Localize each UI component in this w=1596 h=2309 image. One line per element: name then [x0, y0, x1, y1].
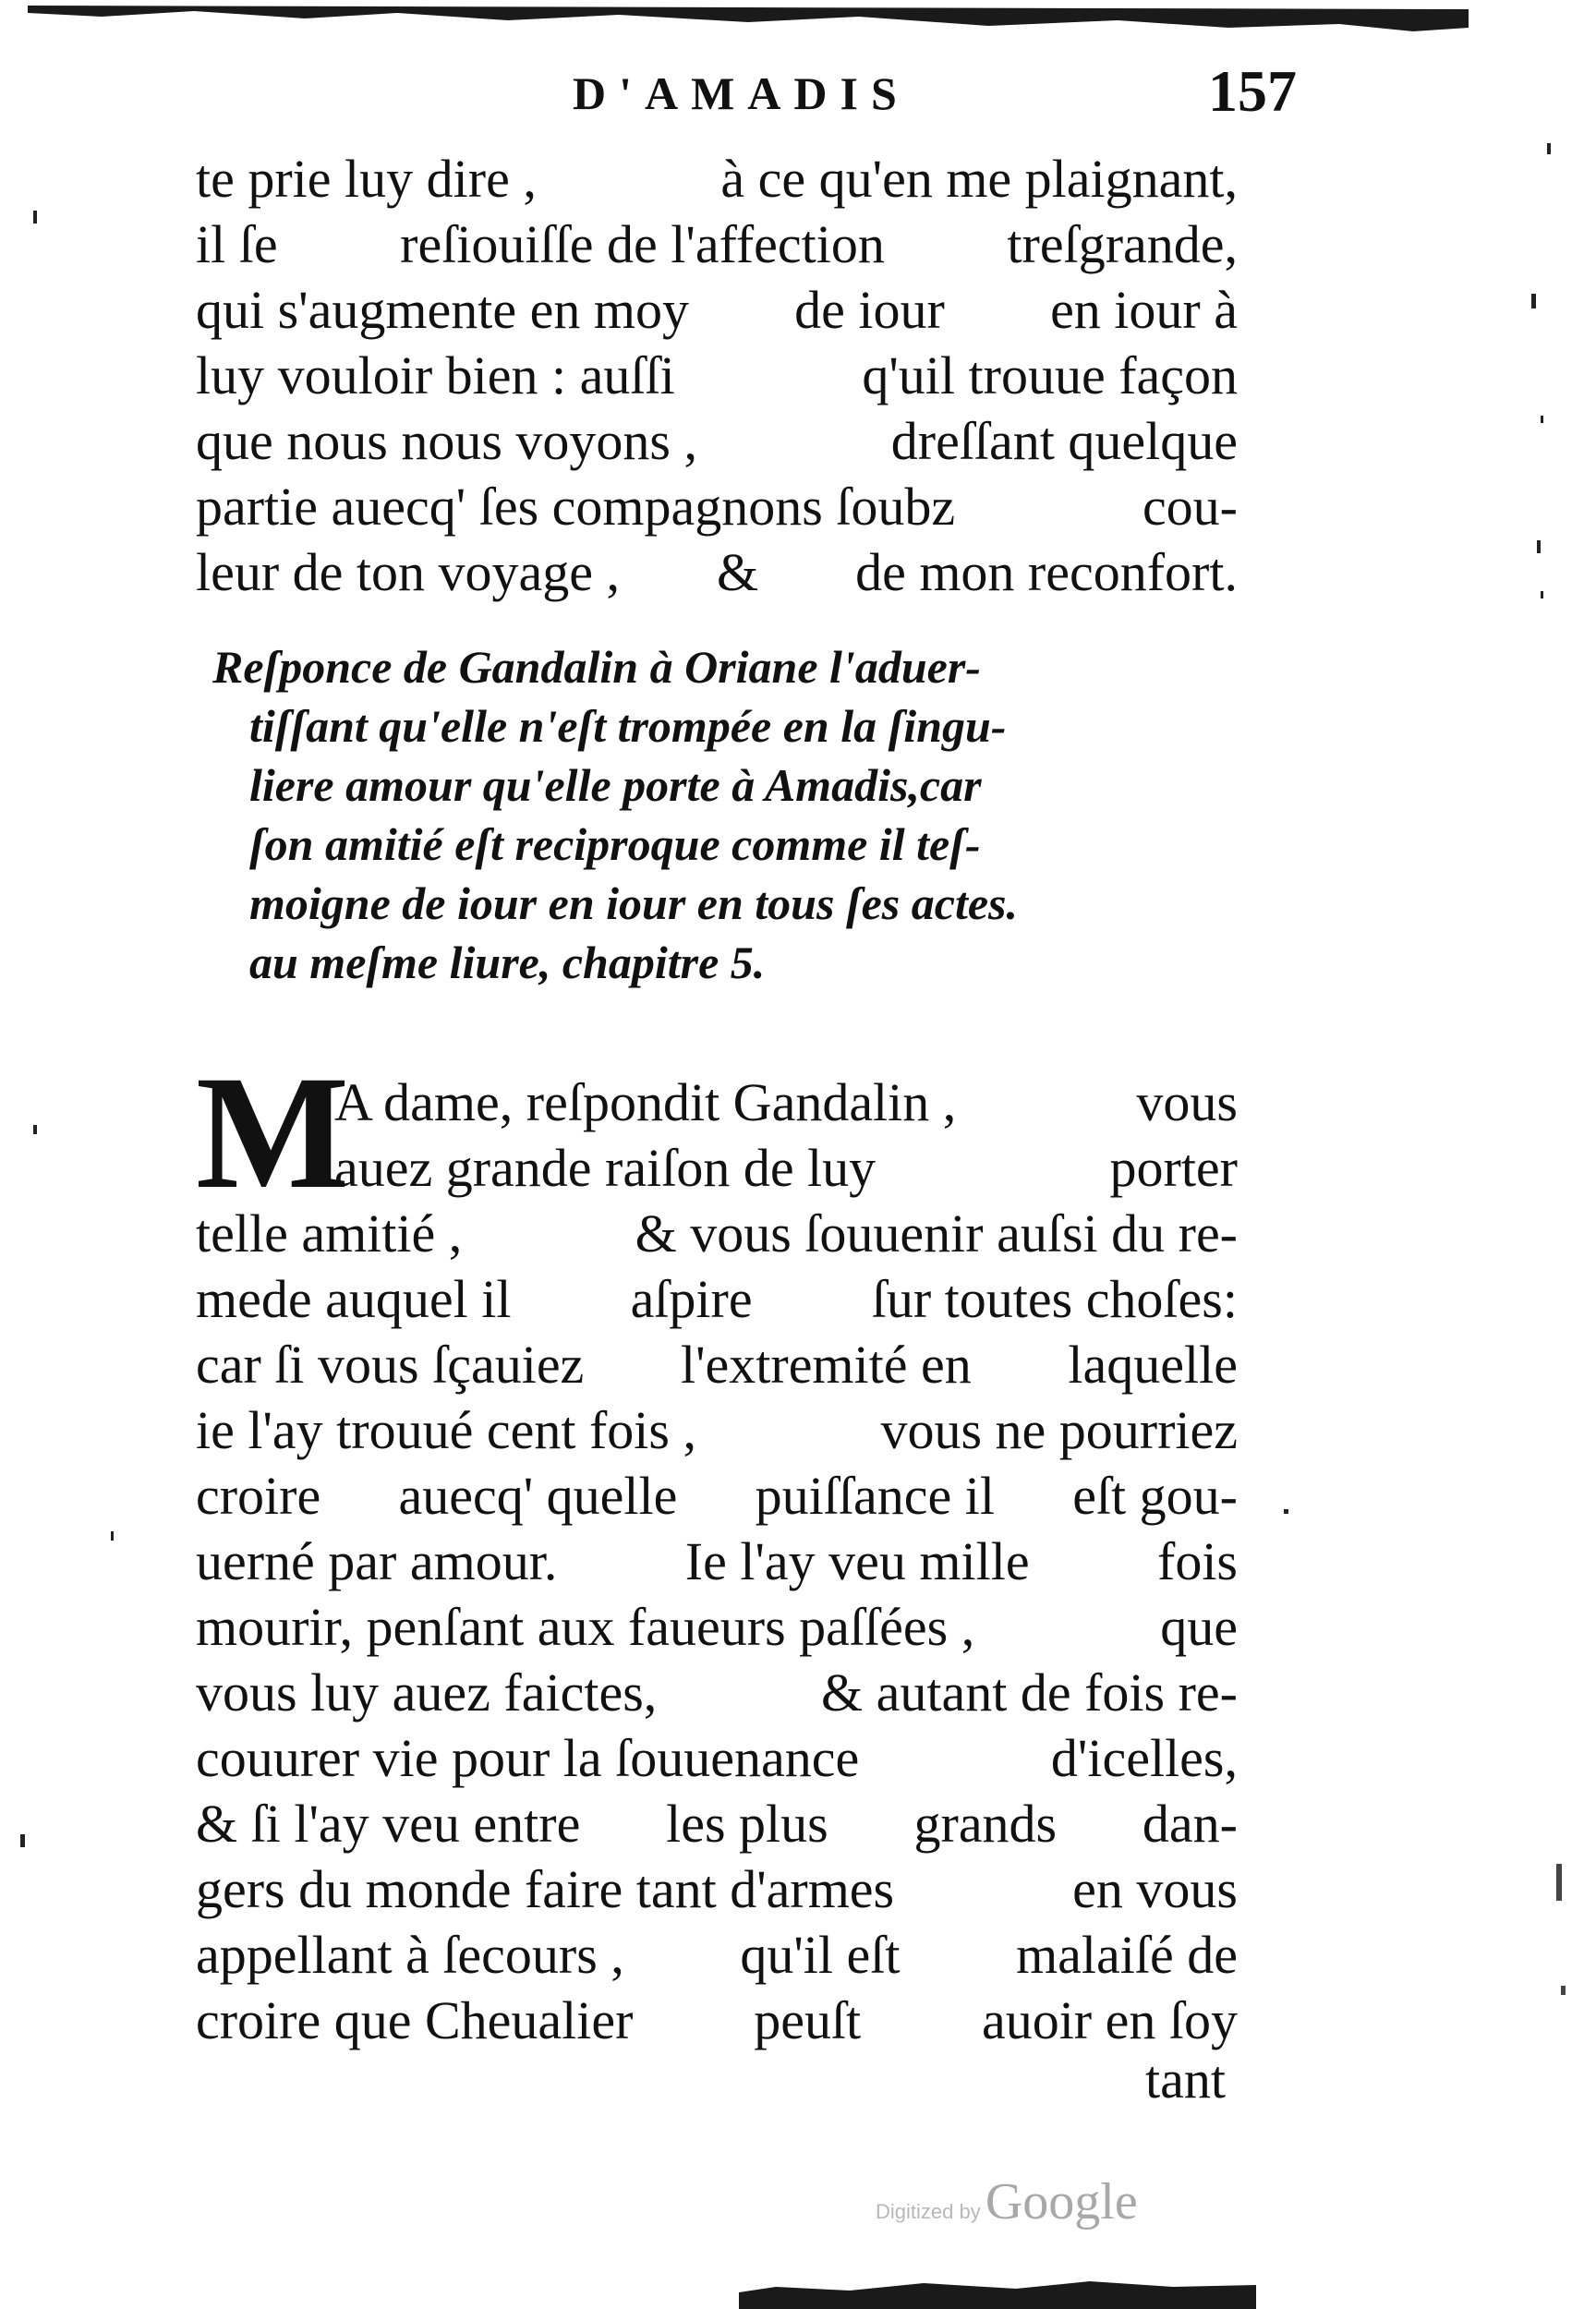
- text-line: uerné par amour. Ie l'ay veu mille fois: [196, 1531, 1238, 1591]
- running-title: D'AMADIS: [573, 67, 910, 119]
- heading-line: au meſme liure, chapitre 5.: [249, 937, 766, 988]
- text-line: vous luy auez faictes, & autant de fois re-: [196, 1662, 1238, 1723]
- page-number: 157: [1208, 58, 1297, 124]
- paragraph-continued: [196, 146, 1238, 605]
- text-line: croire que Cheualier peuſt auoir en ſoy: [196, 1990, 1238, 2050]
- text-line: qui s'augmente en moy de iour en iour à: [196, 280, 1238, 340]
- heading-line: moigne de iour en iour en tous ſes actes.: [249, 877, 1018, 929]
- text-line: A dame, reſpondit Gandalin , vous: [334, 1072, 1238, 1132]
- heading-line: liere amour qu'elle porte à Amadis,car: [249, 759, 982, 811]
- text-line: telle amitié , & vous ſouuenir auſsi du re-: [196, 1203, 1238, 1263]
- page-top-edge: [28, 0, 1469, 37]
- text-line: car ſi vous ſçauiez l'extremité en laquelle: [196, 1335, 1238, 1395]
- heading-line: Reſponce de Gandalin à Oriane l'aduer-: [212, 641, 981, 693]
- paragraph-main: [196, 1070, 1238, 2053]
- text-line: il ſe reſiouiſſe de l'affection treſgrande,: [196, 214, 1238, 274]
- watermark-brand: Google: [985, 2173, 1138, 2230]
- drop-cap: M: [196, 1043, 350, 1223]
- digitized-watermark: [876, 2172, 1138, 2231]
- text-line: leur de ton voyage , & de mon reconfort.: [196, 542, 1238, 602]
- text-line: partie auecq' ſes compagnons ſoubz cou-: [196, 477, 1238, 537]
- text-line: couurer vie pour la ſouuenance d'icelles,: [196, 1728, 1238, 1788]
- chapter-heading: [212, 637, 1191, 992]
- watermark-prefix: Digitized by: [876, 2200, 981, 2223]
- page-bottom-edge: [739, 2274, 1256, 2309]
- text-line: luy vouloir bien : auſſi q'uil trouue façon: [196, 345, 1238, 405]
- text-line: & ſi l'ay veu entre les plus grands dan-: [196, 1794, 1238, 1854]
- page-header: [0, 57, 1596, 131]
- catchword: tant: [1145, 2049, 1226, 2110]
- text-line: auez grande raiſon de luy porter: [334, 1138, 1238, 1198]
- text-line: mede auquel il aſpire ſur toutes choſes:: [196, 1269, 1238, 1329]
- heading-line: tiſſant qu'elle n'eſt trompée en la ſingu-: [249, 700, 1007, 752]
- text-line: te prie luy dire , à ce qu'en me plaignant,: [196, 149, 1238, 209]
- text-line: mourir, penſant aux faueurs paſſées , que: [196, 1597, 1238, 1657]
- text-line: croire auecq' quelle puiſſance il eſt gou-: [196, 1466, 1238, 1526]
- text-line: ie l'ay trouué cent fois , vous ne pourriez: [196, 1400, 1238, 1460]
- text-line: gers du monde faire tant d'armes en vous: [196, 1859, 1238, 1919]
- heading-line: ſon amitié eſt reciproque comme il teſ-: [249, 818, 981, 870]
- text-line: appellant à ſecours , qu'il eſt malaiſé de: [196, 1925, 1238, 1985]
- text-line: que nous nous voyons , dreſſant quelque: [196, 411, 1238, 471]
